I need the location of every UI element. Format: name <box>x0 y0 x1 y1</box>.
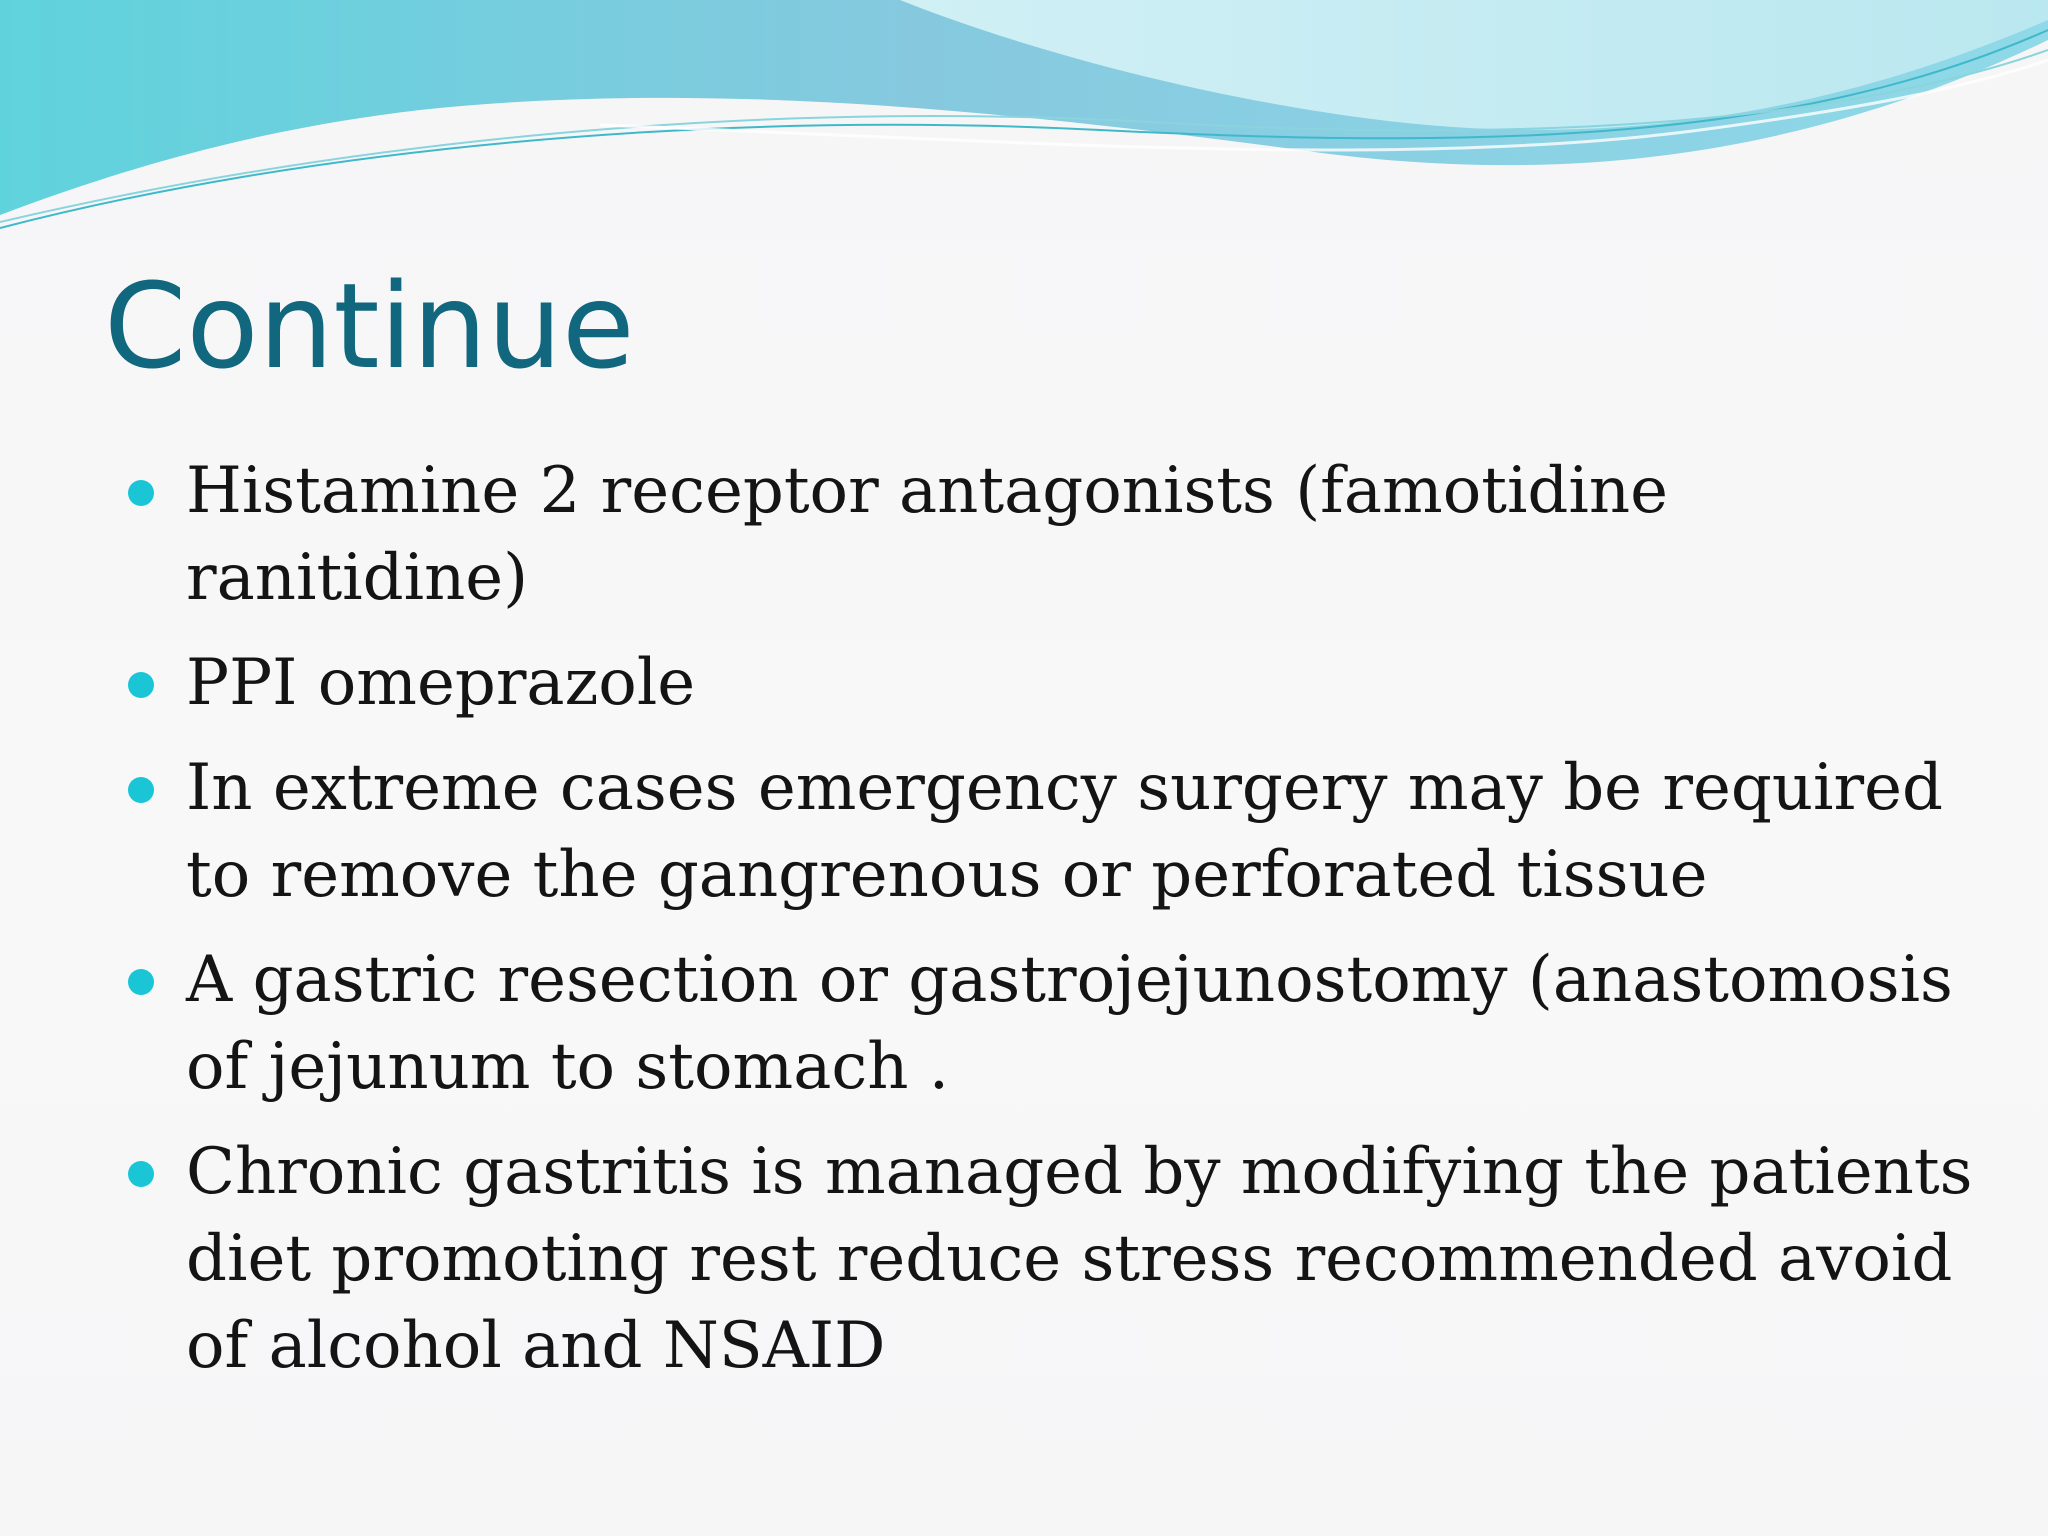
bullet-dot-icon <box>128 969 154 995</box>
bullet-item <box>128 640 2008 727</box>
bullet-text: In extreme cases emergency surgery may be required to remove the gangrenous or perforated tissue <box>186 751 1943 912</box>
bullet-dot-icon <box>128 480 154 506</box>
bullet-item <box>128 937 2008 1111</box>
bullet-list <box>128 448 2008 1408</box>
bullet-text: A gastric resection or gastrojejunostomy (anastomosis of jejunum to stomach . <box>186 943 1953 1104</box>
bullet-dot-icon <box>128 1161 154 1187</box>
bullet-text: Histamine 2 receptor antagonists (famotidine ranitidine) <box>186 454 1668 615</box>
bullet-item <box>128 745 2008 919</box>
bullet-item <box>128 1129 2008 1390</box>
bullet-dot-icon <box>128 672 154 698</box>
bullet-text: PPI omeprazole <box>186 646 696 720</box>
bullet-dot-icon <box>128 777 154 803</box>
bullet-text: Chronic gastritis is managed by modifying the patients diet promoting rest reduce stress recommended avoid of alcohol and NSAID <box>186 1135 1973 1383</box>
slide-title: Continue <box>104 257 635 395</box>
wave-header-decoration <box>0 0 2048 240</box>
bullet-item <box>128 448 2008 622</box>
